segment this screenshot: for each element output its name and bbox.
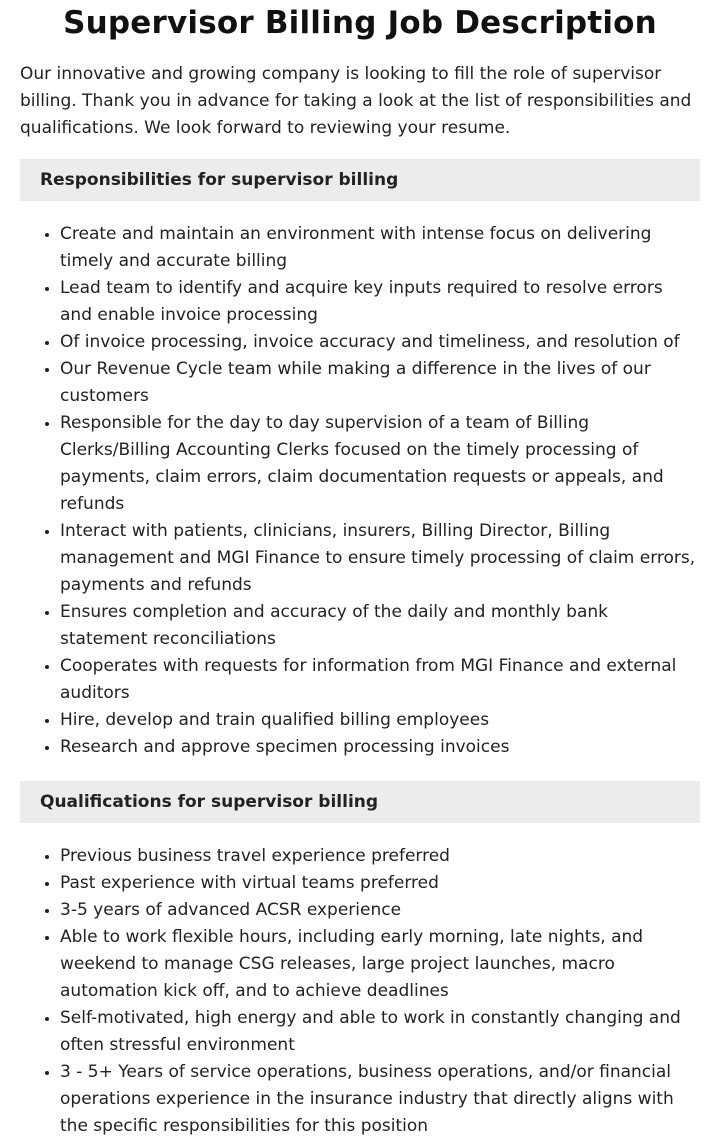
qualifications-list (20, 843, 700, 1140)
responsibilities-list (20, 221, 700, 761)
list-item: • Cooperates with requests for information from MGI Finance and external auditors (60, 653, 700, 707)
list-item: • Previous business travel experience preferred (60, 843, 700, 870)
list-item: • Research and approve specimen processing invoices (60, 734, 700, 761)
list-item: • Self-motivated, high energy and able to work in constantly changing and often stressful environment (60, 1005, 700, 1059)
responsibilities-heading: Responsibilities for supervisor billing (20, 159, 700, 201)
list-item: • Interact with patients, clinicians, insurers, Billing Director, Billing management and MGI Finance to ensure timely processing of claim errors, payments and refunds (60, 518, 700, 599)
list-item: • Able to work flexible hours, including early morning, late nights, and weekend to manage CSG releases, large project launches, macro automation kick off, and to achieve deadlines (60, 924, 700, 1005)
intro-paragraph: Our innovative and growing company is looking to fill the role of supervisor billing. Thank you in advance for taking a look at the list of responsibilities and qualifications. We look forward to reviewing your resume. (20, 64, 692, 138)
list-item: • Our Revenue Cycle team while making a difference in the lives of our customers (60, 356, 700, 410)
list-item: • Create and maintain an environment with intense focus on delivering timely and accurate billing (60, 221, 700, 275)
page-title: Supervisor Billing Job Description (63, 5, 657, 41)
list-item: • Responsible for the day to day supervision of a team of Billing Clerks/Billing Accounting Clerks focused on the timely processing of payments, claim errors, claim documentation requests or appeals, and refunds (60, 410, 700, 518)
list-item: • Of invoice processing, invoice accuracy and timeliness, and resolution of (60, 329, 700, 356)
qualifications-heading: Qualifications for supervisor billing (20, 781, 700, 823)
list-item: • 3-5 years of advanced ACSR experience (60, 897, 700, 924)
list-item: • Lead team to identify and acquire key inputs required to resolve errors and enable invoice processing (60, 275, 700, 329)
list-item: • Ensures completion and accuracy of the daily and monthly bank statement reconciliations (60, 599, 700, 653)
list-item: • 3 - 5+ Years of service operations, business operations, and/or financial operations experience in the insurance industry that directly aligns with the specific responsibilities for this position (60, 1059, 700, 1140)
list-item: • Past experience with virtual teams preferred (60, 870, 700, 897)
list-item: • Hire, develop and train qualified billing employees (60, 707, 700, 734)
